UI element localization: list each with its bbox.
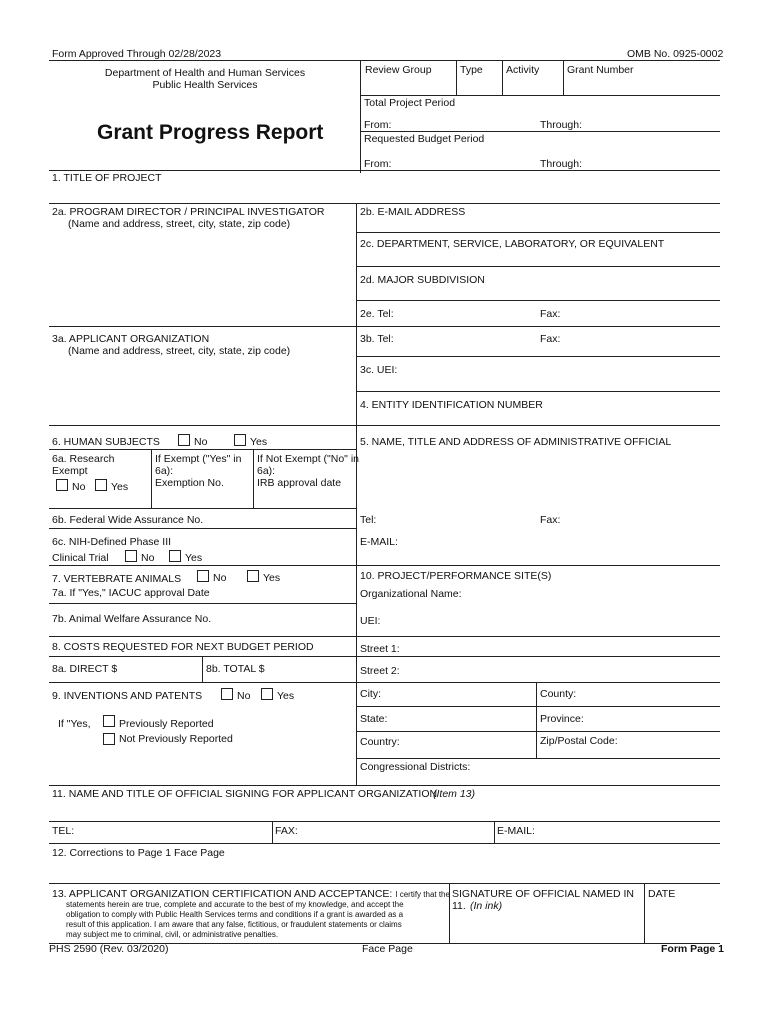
previously-reported-checkbox[interactable] [103, 715, 115, 727]
street-2-label: Street 2: [360, 665, 400, 677]
signing-email-label: E-MAIL: [497, 825, 535, 837]
activity-label: Activity [506, 64, 540, 76]
email-address-label: 2b. E-MAIL ADDRESS [360, 206, 466, 218]
vertebrate-animals-label: 7. VERTEBRATE ANIMALS [52, 573, 182, 585]
human-subjects-no-checkbox[interactable] [178, 434, 190, 446]
signing-tel-label: TEL: [52, 825, 75, 837]
federal-wide-assurance-label: 6b. Federal Wide Assurance No. [52, 514, 204, 526]
title-of-project-label: 1. TITLE OF PROJECT [52, 172, 162, 184]
animal-welfare-label: 7b. Animal Welfare Assurance No. [52, 613, 212, 625]
direct-cost-label: 8a. DIRECT $ [52, 663, 118, 675]
clinical-trial-no-label: No [141, 552, 155, 564]
certification-heading [52, 888, 450, 900]
project-through-label: Through: [540, 119, 583, 131]
state-label: State: [360, 713, 388, 725]
inventions-patents-label: 9. INVENTIONS AND PATENTS [52, 690, 203, 702]
research-exempt-yes-label: Yes [111, 481, 129, 493]
requested-budget-period-label: Requested Budget Period [364, 133, 485, 145]
inventions-no-checkbox[interactable] [221, 688, 233, 700]
irb-approval-label: IRB approval date [257, 477, 342, 489]
research-exempt-label-1: 6a. Research [52, 453, 115, 465]
clinical-trial-yes-label: Yes [185, 552, 203, 564]
department-label: 2c. DEPARTMENT, SERVICE, LABORATORY, OR EQUIVALENT [360, 238, 665, 250]
omb-number: OMB No. 0925-0002 [627, 48, 724, 60]
clinical-trial-yes-checkbox[interactable] [169, 550, 181, 562]
program-director-label: 2a. PROGRAM DIRECTOR / PRINCIPAL INVESTIGATOR [52, 206, 325, 218]
province-label: Province: [540, 713, 584, 725]
certification-text-line-5: may subject me to criminal, civil, or administrative penalties. [66, 930, 279, 939]
applicant-organization-sublabel: (Name and address, street, city, state, zip code) [68, 345, 291, 357]
vertebrate-animals-yes-label: Yes [263, 572, 281, 584]
performance-site-label: 10. PROJECT/PERFORMANCE SITE(S) [360, 570, 552, 582]
country-label: Country: [360, 736, 400, 748]
pi-fax-label: Fax: [540, 308, 561, 320]
corrections-label: 12. Corrections to Page 1 Face Page [52, 847, 225, 859]
project-from-label: From: [364, 119, 392, 131]
org-uei-label: 3c. UEI: [360, 364, 398, 376]
iacuc-approval-label: 7a. If "Yes," IACUC approval Date [52, 587, 210, 599]
congressional-districts-label: Congressional Districts: [360, 761, 471, 773]
inventions-yes-label: Yes [277, 690, 295, 702]
not-previously-reported-label: Not Previously Reported [119, 733, 233, 745]
costs-requested-label: 8. COSTS REQUESTED FOR NEXT BUDGET PERIOD [52, 641, 314, 653]
admin-official-label: 5. NAME, TITLE AND ADDRESS OF ADMINISTRATIVE OFFICIAL [360, 436, 672, 448]
program-director-sublabel: (Name and address, street, city, state, zip code) [68, 218, 291, 230]
human-subjects-yes-label: Yes [250, 436, 268, 448]
human-subjects-yes-checkbox[interactable] [234, 434, 246, 446]
inventions-yes-checkbox[interactable] [261, 688, 273, 700]
face-page-label: Face Page [362, 943, 413, 955]
city-label: City: [360, 688, 381, 700]
signing-fax-label: FAX: [275, 825, 298, 837]
zip-label: Zip/Postal Code: [540, 735, 618, 747]
vertebrate-animals-no-label: No [213, 572, 227, 584]
if-exempt-label-2: 6a): [155, 465, 174, 477]
clinical-trial-no-checkbox[interactable] [125, 550, 137, 562]
org-fax-label: Fax: [540, 333, 561, 345]
signing-official-label: 11. NAME AND TITLE OF OFFICIAL SIGNING FOR APPLICANT ORGANIZATION [52, 788, 438, 800]
vertebrate-animals-no-checkbox[interactable] [197, 570, 209, 582]
county-label: County: [540, 688, 577, 700]
date-label: DATE [648, 888, 676, 900]
if-yes-label: If "Yes, [58, 718, 91, 730]
previously-reported-label: Previously Reported [119, 718, 214, 730]
form-number: PHS 2590 (Rev. 03/2020) [49, 943, 169, 955]
site-uei-label: UEI: [360, 615, 381, 627]
applicant-organization-label: 3a. APPLICANT ORGANIZATION [52, 333, 210, 345]
review-group-label: Review Group [365, 64, 432, 76]
entity-id-label: 4. ENTITY IDENTIFICATION NUMBER [360, 399, 543, 411]
research-exempt-yes-checkbox[interactable] [95, 479, 107, 491]
major-subdivision-label: 2d. MAJOR SUBDIVISION [360, 274, 485, 286]
exemption-no-label: Exemption No. [155, 477, 224, 489]
clinical-trial-label-1: 6c. NIH-Defined Phase III [52, 536, 172, 548]
inventions-no-label: No [237, 690, 251, 702]
organizational-name-label: Organizational Name: [360, 588, 462, 600]
agency-name: Public Health Services [152, 79, 258, 91]
type-label: Type [460, 64, 483, 76]
research-exempt-no-checkbox[interactable] [56, 479, 68, 491]
admin-tel-label: Tel: [360, 514, 377, 526]
if-not-exempt-label-1: If Not Exempt ("No" in [257, 453, 359, 465]
signature-in-ink-label: (In ink) [470, 900, 503, 912]
certification-heading-text: 13. APPLICANT ORGANIZATION CERTIFICATION AND ACCEPTANCE: [52, 888, 393, 900]
research-exempt-label-2: Exempt [52, 465, 88, 477]
certification-text-line-4: result of this application. I am aware that any false, fictitious, or fraudulent statements or claims [66, 920, 402, 929]
signing-official-item-ref: (Item 13) [433, 788, 476, 800]
certification-text-line-2: statements herein are true, complete and accurate to the best of my knowledge, and accept the [66, 900, 404, 909]
total-cost-label: 8b. TOTAL $ [206, 663, 265, 675]
budget-from-label: From: [364, 158, 392, 170]
clinical-trial-label-2: Clinical Trial [52, 552, 109, 564]
not-previously-reported-checkbox[interactable] [103, 733, 115, 745]
page-title: Grant Progress Report [97, 121, 324, 144]
human-subjects-label: 6. HUMAN SUBJECTS [52, 436, 160, 448]
form-page-number: Form Page 1 [661, 943, 725, 955]
pi-tel-label: 2e. Tel: [360, 308, 394, 320]
human-subjects-no-label: No [194, 436, 208, 448]
department-name: Department of Health and Human Services [104, 67, 306, 79]
research-exempt-no-label: No [72, 481, 86, 493]
admin-fax-label: Fax: [540, 514, 561, 526]
certification-text-line-1: I certify that the [395, 890, 450, 899]
form-approved-date: Form Approved Through 02/28/2023 [52, 48, 222, 60]
certification-text-line-3: obligation to comply with Public Health Services terms and conditions if a grant is awarded as a [66, 910, 404, 919]
signature-label-1: SIGNATURE OF OFFICIAL NAMED IN [452, 888, 635, 900]
signature-label-2: 11. [452, 900, 466, 912]
if-not-exempt-label-2: 6a): [257, 465, 276, 477]
grant-number-label: Grant Number [567, 64, 634, 76]
street-1-label: Street 1: [360, 643, 400, 655]
budget-through-label: Through: [540, 158, 583, 170]
if-exempt-label-1: If Exempt ("Yes" in [155, 453, 242, 465]
admin-email-label: E-MAIL: [360, 536, 398, 548]
total-project-period-label: Total Project Period [364, 97, 456, 109]
vertebrate-animals-yes-checkbox[interactable] [247, 570, 259, 582]
org-tel-label: 3b. Tel: [360, 333, 394, 345]
